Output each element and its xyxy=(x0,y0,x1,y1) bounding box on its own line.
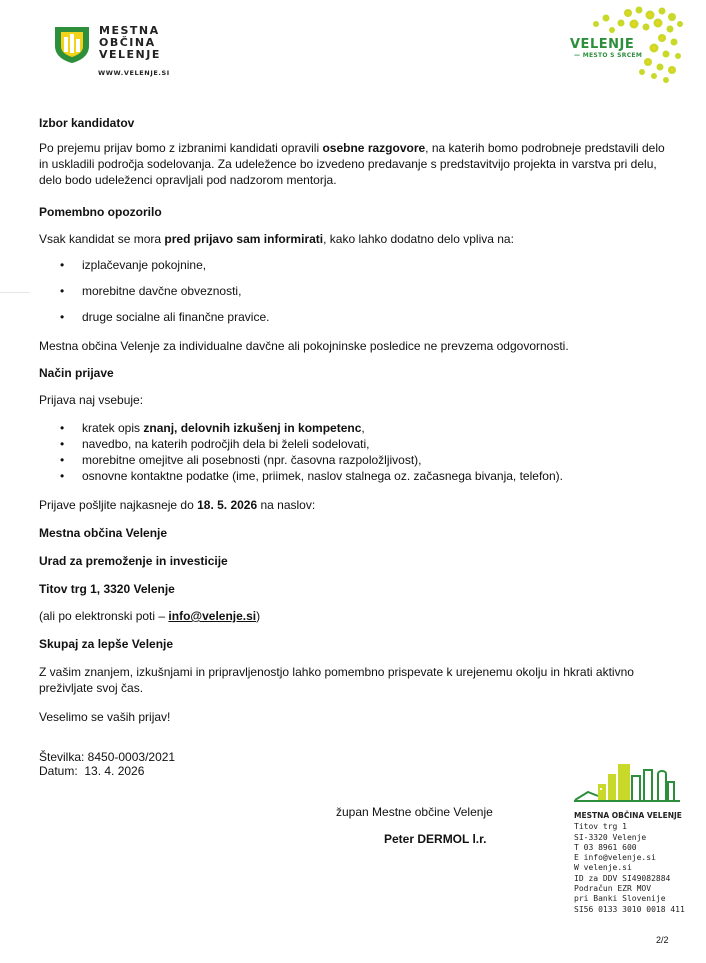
application-contents-list xyxy=(39,420,563,484)
logo-line-3: VELENJE xyxy=(99,48,161,61)
address-line-1: Mestna občina Velenje xyxy=(39,526,168,540)
footer-line: W velenje.si xyxy=(574,863,632,873)
paragraph-closing: Veselimo se vaših prijav! xyxy=(39,710,171,724)
heading-opozorilo: Pomembno opozorilo xyxy=(39,205,162,219)
fold-mark xyxy=(0,292,30,293)
paragraph-prijava-intro: Prijava naj vsebuje: xyxy=(39,393,144,407)
footer-org: MESTNA OBČINA VELENJE xyxy=(574,811,682,820)
slogan-title: VELENJE xyxy=(570,37,635,52)
skyline-icon xyxy=(574,762,680,802)
address-line-3: Titov trg 1, 3320 Velenje xyxy=(39,582,175,596)
footer-line: E info@velenje.si xyxy=(574,853,656,863)
footer-line: Titov trg 1 xyxy=(574,822,627,832)
signature-name: Peter DERMOL l.r. xyxy=(384,832,487,846)
heading-skupaj: Skupaj za lepše Velenje xyxy=(39,637,174,651)
paragraph-opozorilo-intro: Vsak kandidat se mora pred prijavo sam informirati, kako lahko dodatno delo vpliva na: xyxy=(39,232,514,246)
paragraph-deadline: Prijave pošljite najkasneje do 18. 5. 2026 na naslov: xyxy=(39,498,316,512)
municipality-logo xyxy=(54,23,174,81)
list-item: • morebitne omejitve ali posebnosti (npr. časovna razpoložljivost), xyxy=(39,452,563,468)
impact-list xyxy=(39,258,269,336)
footer-line: pri Banki Slovenije xyxy=(574,894,666,904)
footer-line: ID za DDV SI49082884 xyxy=(574,873,671,883)
list-item: • druge socialne ali finančne pravice. xyxy=(39,310,269,336)
email-link[interactable]: info@velenje.si xyxy=(168,609,257,623)
slogan-subtitle: — MESTO S SRCEM xyxy=(574,52,643,59)
list-item: • morebitne davčne obveznosti, xyxy=(39,284,269,310)
document-number: Številka: 8450-0003/2021 xyxy=(39,750,176,764)
logo-line-2: OBČINA xyxy=(99,36,156,49)
page-number: 2/2 xyxy=(656,935,669,945)
paragraph-responsibility: Mestna občina Velenje za individualne davčne ali pokojninske posledice ne prevzema odgovornosti. xyxy=(39,339,569,353)
heading-prijava: Način prijave xyxy=(39,366,114,380)
velenje-slogan-logo xyxy=(566,4,686,84)
footer-line: SI56 0133 3010 0018 411 xyxy=(574,904,685,914)
signature-title: župan Mestne občine Velenje xyxy=(336,805,493,819)
footer-contact xyxy=(574,811,685,915)
list-item: • navedbo, na katerih področjih dela bi želeli sodelovati, xyxy=(39,436,563,452)
logo-line-1: MESTNA xyxy=(99,24,160,37)
logo-website: WWW.VELENJE.SI xyxy=(98,69,170,77)
list-item: • kratek opis znanj, delovnih izkušenj in kompetenc, xyxy=(39,420,563,436)
address-line-2: Urad za premoženje in investicije xyxy=(39,554,228,568)
list-item: • izplačevanje pokojnine, xyxy=(39,258,269,284)
footer-line: SI-3320 Velenje xyxy=(574,832,647,842)
paragraph-skupaj: Z vašim znanjem, izkušnjami in pripravljenostjo lahko pomembno prispevate k urejenemu okolju in hkrati aktivno preživljate svoj čas. xyxy=(39,665,634,695)
footer-line: T 03 8961 600 xyxy=(574,842,637,852)
heading-izbor: Izbor kandidatov xyxy=(39,116,135,130)
paragraph-izbor: Po prejemu prijav bomo z izbranimi kandidati opravili osebne razgovore, na katerih bomo podrobneje predstavili delo in uskladili področja sodelovanja. Za udeležence bo izvedeno predavanje s predstavitvijo projekta in varstva pri delu, delo bodo udeleženci opravljali pod nadzorom mentorja. xyxy=(39,141,665,187)
coat-of-arms-icon xyxy=(54,26,90,64)
paragraph-email: (ali po elektronski poti – info@velenje.si) xyxy=(39,609,261,623)
list-item: • osnovne kontaktne podatke (ime, priimek, naslov stalnega oz. začasnega bivanja, telefon). xyxy=(39,468,563,484)
footer-line: Podračun EZR MOV xyxy=(574,884,652,894)
document-date: Datum: 13. 4. 2026 xyxy=(39,764,145,778)
